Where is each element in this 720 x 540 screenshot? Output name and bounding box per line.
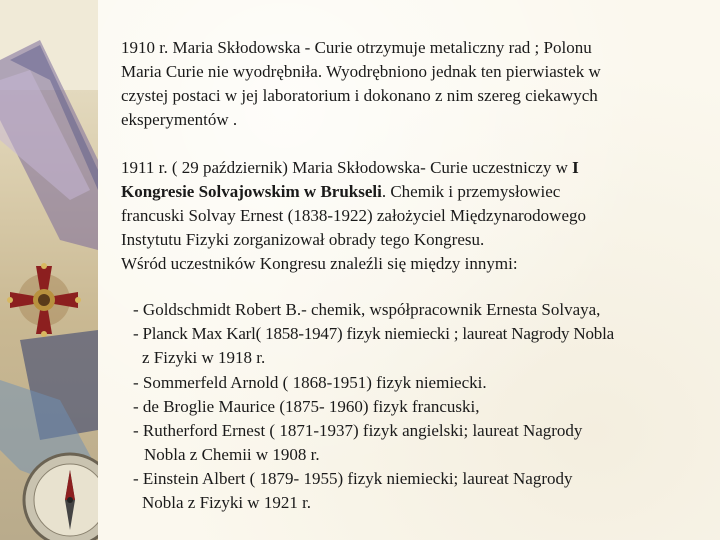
paragraph-2-line-2-text: . Chemik i przemysłowiec [381, 182, 561, 201]
decorative-medal-collage [0, 0, 98, 540]
paragraph-2-line-5: Wśród uczestników Kongresu znaleźli się między innymi: [121, 254, 518, 273]
paragraph-1-line-1: 1910 r. Maria Skłodowska - Curie otrzymuje metaliczny rad ; Polonu [121, 38, 592, 57]
paragraph-1-line-3: czystej postaci w jej laboratorium i dokonano z nim szereg ciekawych [121, 86, 598, 105]
paragraph-2-line-2 [121, 180, 560, 204]
participant-line-continuation: Nobla z Fizyki w 1921 r. [142, 493, 312, 512]
congress-name: Kongresie Solvajowskim w Brukseli [121, 182, 382, 201]
paragraph-2-line-1 [121, 156, 579, 180]
participant-line-continuation: z Fizyki w 1918 r. [142, 348, 266, 367]
paragraph-2-line-3: francuski Solvay Ernest (1838-1922) założyciel Międzynarodowego [121, 206, 586, 225]
participant-line: - Sommerfeld Arnold ( 1868-1951) fizyk niemiecki. [133, 373, 487, 392]
paragraph-2-line-1-bold: I [572, 158, 579, 177]
participant-line: - Rutherford Ernest ( 1871-1937) fizyk angielski; laureat Nagrody [133, 421, 583, 440]
participant-line: - Einstein Albert ( 1879- 1955) fizyk niemiecki; laureat Nagrody [133, 469, 573, 488]
medal-cross-icon [7, 263, 81, 337]
paragraph-2-line-1-text: 1911 r. ( 29 październik) Maria Skłodowska- Curie uczestniczy w [121, 158, 573, 177]
paragraph-1-line-4: eksperymentów . [121, 110, 238, 129]
paragraph-2-line-4: Instytutu Fizyki zorganizował obrady tego Kongresu. [121, 230, 485, 249]
paragraph-1-line-2: Maria Curie nie wyodrębniła. Wyodrębniono jednak ten pierwiastek w [121, 62, 601, 81]
participant-line: - Planck Max Karl( 1858-1947) fizyk niemiecki ; laureat Nagrody Nobla [133, 324, 614, 343]
participant-line: - de Broglie Maurice (1875- 1960) fizyk francuski, [133, 397, 480, 416]
participant-line-continuation: Nobla z Chemii w 1908 r. [144, 445, 320, 464]
participant-line: - Goldschmidt Robert B.- chemik, współpracownik Ernesta Solvaya, [133, 300, 601, 319]
medal-collage-art [0, 0, 98, 540]
